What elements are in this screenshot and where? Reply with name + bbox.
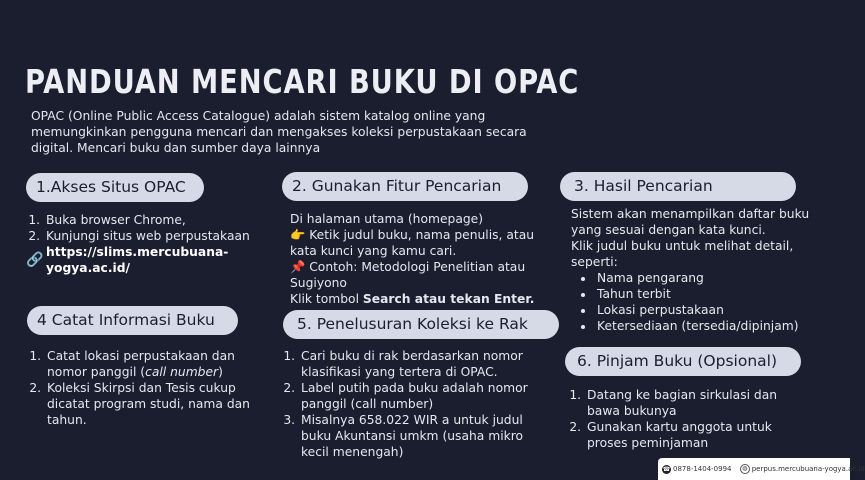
pointing-hand-icon: 👉 bbox=[290, 228, 306, 242]
link-row bbox=[26, 244, 272, 276]
text-span: ) bbox=[218, 365, 223, 379]
list-item: 2. Gunakan kartu anggota untuk proses peminjaman bbox=[585, 419, 813, 451]
section-3-heading bbox=[560, 172, 796, 201]
text-span: Contoh: Metodologi Penelitian atau Sugiyono bbox=[290, 260, 526, 290]
list-item: 1. Datang ke bagian sirkulasi dan bawa bukunya bbox=[585, 387, 813, 419]
text-line: Klik judul buku untuk melihat detail, seperti: bbox=[571, 239, 794, 269]
website-link[interactable]: perpus.mercubuana-yogya.ac.id bbox=[751, 465, 865, 473]
text-span: Ketik judul buku, nama penulis, atau kata kunci yang kamu cari. bbox=[290, 228, 535, 258]
section-3-heading-text: 3. Hasil Pencarian bbox=[574, 177, 713, 195]
opac-link[interactable]: https://slims.mercubuana-yogya.ac.id/ bbox=[46, 245, 229, 275]
section-5-heading bbox=[283, 310, 559, 339]
text-line bbox=[290, 291, 540, 307]
list-item bbox=[45, 348, 261, 380]
text-line: Di halaman utama (homepage) bbox=[290, 212, 484, 226]
list-item: • Tahun terbit bbox=[595, 286, 821, 302]
list-item: 2. Kunjungi situs web perpustakaan bbox=[44, 228, 272, 244]
section-4-heading bbox=[27, 306, 238, 335]
website-contact bbox=[740, 458, 865, 480]
text-span: Catat lokasi perpustakaan dan nomor panggil ( bbox=[47, 349, 235, 379]
section-5-heading-text: 5. Penelusuran Koleksi ke Rak bbox=[297, 315, 528, 333]
section-1-body bbox=[26, 212, 272, 276]
list-item: 2. Koleksi Skirpsi dan Tesis cukup dicatat program studi, nama dan tahun. bbox=[45, 380, 261, 428]
section-4-heading-text: 4 Catat Informasi Buku bbox=[37, 311, 215, 329]
list-item: 3. Misalnya 658.022 WIR a untuk judul buku Akuntansi umkm (usaha mikro kecil menengah) bbox=[299, 412, 537, 460]
section-6-heading bbox=[565, 347, 801, 376]
section-2-heading-text: 2. Gunakan Fitur Pencarian bbox=[292, 177, 502, 195]
phone-icon: ☎ bbox=[662, 465, 671, 473]
list-item: 1. Cari buku di rak berdasarkan nomor klasifikasi yang tertera di OPAC. bbox=[299, 348, 537, 380]
section-4-body bbox=[33, 348, 261, 428]
section-2-heading bbox=[282, 172, 528, 201]
section-3-body bbox=[571, 206, 821, 334]
search-instruction: Search atau tekan Enter. bbox=[362, 292, 535, 306]
list-item: • Lokasi perpustakaan bbox=[595, 302, 821, 318]
section-6-body bbox=[573, 387, 813, 451]
section-6-heading-text: 6. Pinjam Buku (Opsional) bbox=[577, 352, 778, 370]
pushpin-icon: 📌 bbox=[290, 260, 306, 274]
text-span: Klik tombol bbox=[290, 292, 363, 306]
contact-footer bbox=[658, 458, 865, 480]
list-item: 1. Buka browser Chrome, bbox=[44, 212, 272, 228]
list-item: • Nama pengarang bbox=[595, 270, 821, 286]
list-item: • Ketersediaan (tersedia/dipinjam) bbox=[595, 318, 821, 334]
phone-number: 0878-1404-0994 bbox=[673, 465, 732, 473]
text-line: Sistem akan menampilkan daftar buku yang sesuai dengan kata kunci. bbox=[571, 207, 810, 237]
link-icon: 🔗 bbox=[26, 252, 44, 268]
section-2-body bbox=[290, 211, 540, 307]
section-1-heading-text: 1.Akses Situs OPAC bbox=[36, 178, 186, 196]
call-number-term: call number bbox=[145, 365, 219, 379]
intro-text: OPAC (Online Public Access Catalogue) adalah sistem katalog online yang memungkinkan pengguna mencari dan mengakses koleksi perpustakaan secara digital. Mencari buku dan sumber daya lainnya bbox=[31, 109, 527, 155]
text-line bbox=[290, 259, 540, 291]
phone-contact bbox=[662, 458, 732, 480]
globe-icon: ◍ bbox=[740, 464, 750, 474]
page-title: PANDUAN MENCARI BUKU DI OPAC bbox=[25, 62, 580, 101]
section-5-body bbox=[287, 348, 537, 460]
section-1-heading bbox=[26, 173, 204, 202]
text-line bbox=[290, 227, 540, 259]
list-item: 2. Label putih pada buku adalah nomor panggil (call number) bbox=[299, 380, 537, 412]
